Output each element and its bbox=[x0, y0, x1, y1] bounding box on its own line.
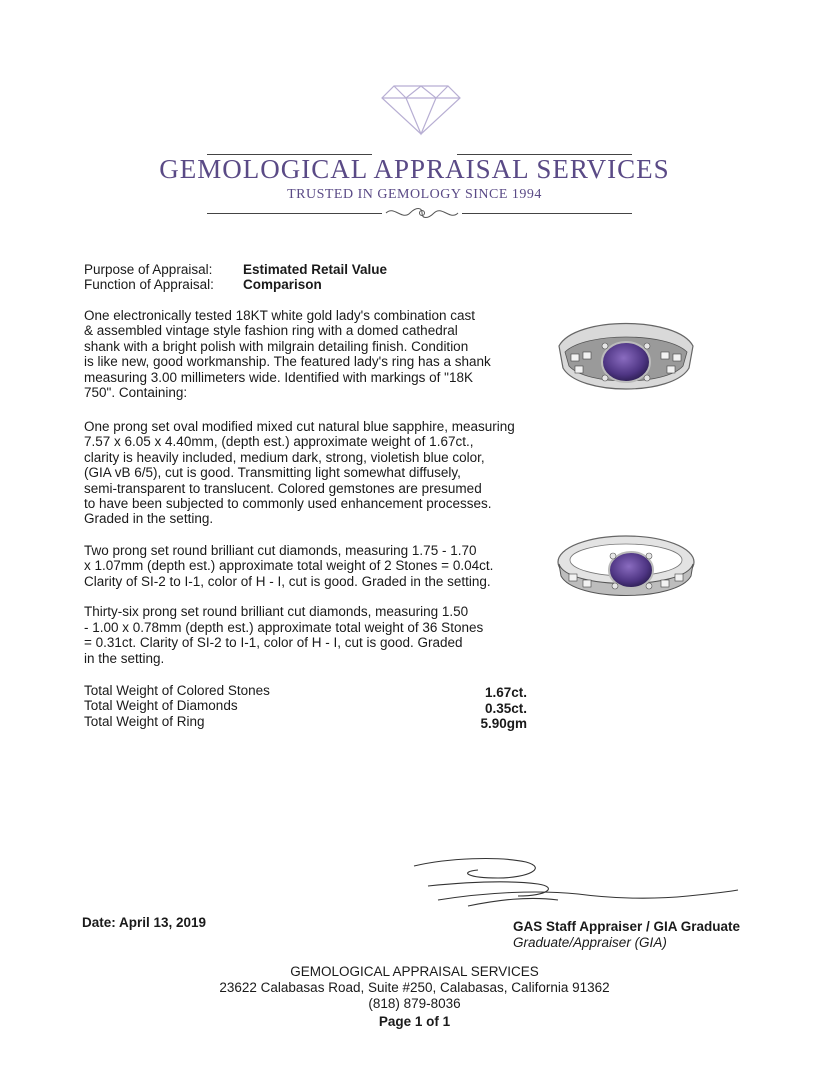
footer-address: 23622 Calabasas Road, Suite #250, Calabasas, California 91362 bbox=[219, 980, 610, 995]
ring-photo-angled bbox=[555, 522, 697, 622]
description-line: shank with a bright polish with milgrain detailing finish. Condition bbox=[84, 339, 469, 354]
function-value: Comparison bbox=[243, 277, 322, 292]
appraisal-date: Date: April 13, 2019 bbox=[82, 915, 207, 930]
header-rule-bottom-right bbox=[462, 213, 632, 214]
accent-diamonds-line: Thirty-six prong set round brilliant cut diamonds, measuring 1.50 bbox=[84, 604, 469, 619]
sapphire-line: to have been subjected to commonly used enhancement processes. bbox=[84, 496, 492, 511]
total-diamonds-label: Total Weight of Diamonds bbox=[84, 698, 238, 713]
purpose-label: Purpose of Appraisal: bbox=[84, 262, 213, 277]
description-line: 750". Containing: bbox=[84, 385, 188, 400]
sapphire-line: One prong set oval modified mixed cut natural blue sapphire, measuring bbox=[84, 419, 515, 434]
description-line: & assembled vintage style fashion ring with a domed cathedral bbox=[84, 323, 458, 338]
accent-diamonds-line: in the setting. bbox=[84, 651, 165, 666]
sapphire-line: Graded in the setting. bbox=[84, 511, 214, 526]
total-ring-weight-label: Total Weight of Ring bbox=[84, 714, 205, 729]
total-ring-weight-value: 5.90gm bbox=[480, 716, 527, 731]
appraiser-title: GAS Staff Appraiser / GIA Graduate bbox=[513, 919, 741, 934]
header-rule-bottom-left bbox=[207, 213, 382, 214]
accent-diamonds-line: - 1.00 x 0.78mm (depth est.) approximate total weight of 36 Stones bbox=[84, 620, 484, 635]
footer-company: GEMOLOGICAL APPRAISAL SERVICES bbox=[290, 964, 539, 979]
description-line: is like new, good workmanship. The featured lady's ring has a shank bbox=[84, 354, 491, 369]
footer-phone: (818) 879-8036 bbox=[368, 996, 461, 1011]
page-number: Page 1 of 1 bbox=[378, 1014, 451, 1029]
company-tagline: TRUSTED IN GEMOLOGY SINCE 1994 bbox=[287, 187, 542, 202]
sapphire-line: clarity is heavily included, medium dark, strong, violetish blue color, bbox=[84, 450, 485, 465]
function-label: Function of Appraisal: bbox=[84, 277, 214, 292]
diamonds-line: Clarity of SI-2 to I-1, color of H - I, cut is good. Graded in the setting. bbox=[84, 574, 491, 589]
company-name: GEMOLOGICAL APPRAISAL SERVICES bbox=[159, 154, 670, 184]
total-colored-stones-value: 1.67ct. bbox=[484, 685, 527, 700]
description-line: measuring 3.00 millimeters wide. Identified with markings of "18K bbox=[84, 370, 473, 385]
description-line: One electronically tested 18KT white gold lady's combination cast bbox=[84, 308, 476, 323]
total-diamonds-value: 0.35ct. bbox=[484, 701, 527, 716]
flourish-ornament-icon bbox=[382, 205, 462, 221]
appraiser-signature-icon bbox=[408, 856, 743, 912]
diamonds-line: Two prong set round brilliant cut diamonds, measuring 1.75 - 1.70 bbox=[84, 543, 477, 558]
diamond-logo-icon bbox=[380, 84, 462, 136]
sapphire-line: (GIA vB 6/5), cut is good. Transmitting light somewhat diffusely, bbox=[84, 465, 461, 480]
total-colored-stones-label: Total Weight of Colored Stones bbox=[84, 683, 270, 698]
sapphire-line: semi-transparent to translucent. Colored gemstones are presumed bbox=[84, 481, 482, 496]
accent-diamonds-line: = 0.31ct. Clarity of SI-2 to I-1, color of H - I, cut is good. Graded bbox=[84, 635, 463, 650]
purpose-value: Estimated Retail Value bbox=[243, 262, 388, 277]
diamonds-line: x 1.07mm (depth est.) approximate total weight of 2 Stones = 0.04ct. bbox=[84, 558, 494, 573]
appraiser-subtitle: Graduate/Appraiser (GIA) bbox=[513, 935, 667, 950]
ring-photo-front bbox=[555, 308, 697, 408]
sapphire-line: 7.57 x 6.05 x 4.40mm, (depth est.) approximate weight of 1.67ct., bbox=[84, 434, 474, 449]
